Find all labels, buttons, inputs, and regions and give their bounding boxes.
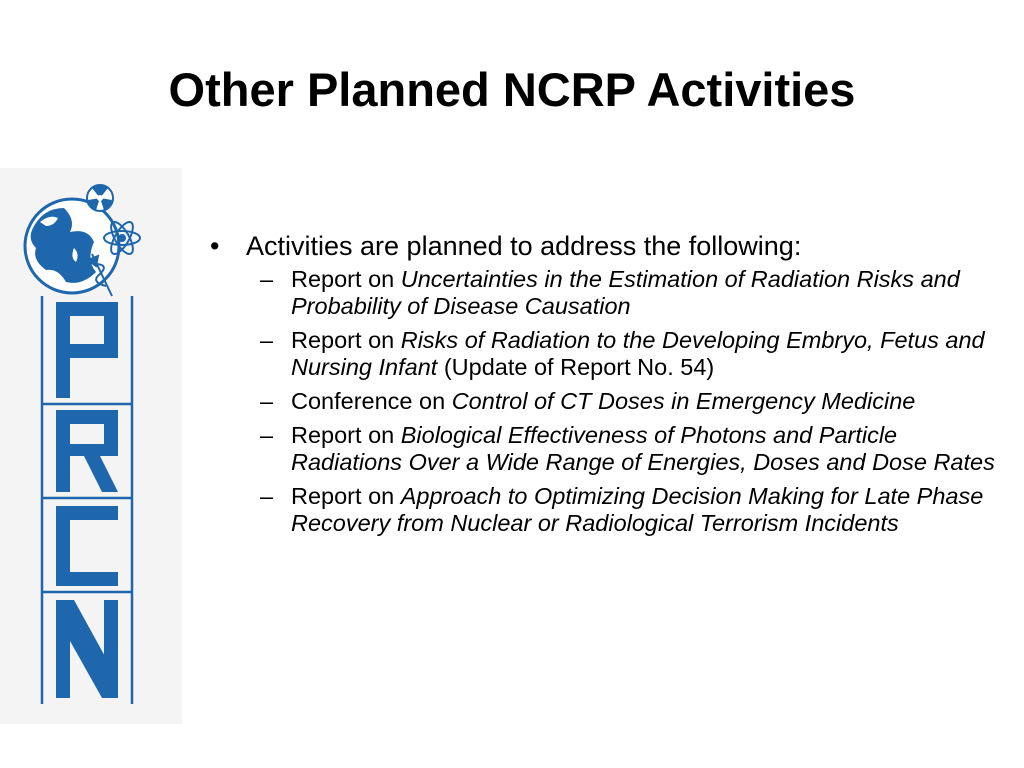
dash-marker: –	[260, 327, 274, 353]
ncrp-logo	[0, 168, 182, 724]
sub-item-uncertainties	[210, 266, 1000, 320]
slide-content	[210, 228, 1000, 544]
sub-item-italic: Risks of Radiation to the Developing Embryo, Fetus and Nursing Infant	[291, 327, 985, 380]
sub-item-prefix: Report on	[291, 266, 401, 292]
bullet-text: Activities are planned to address the following:	[246, 231, 802, 261]
sub-item-prefix: Report on	[291, 327, 401, 353]
sub-item-prefix: Report on	[291, 483, 401, 509]
sub-item-biological-effectiveness	[210, 422, 1000, 476]
sub-item-italic: Control of CT Doses in Emergency Medicine	[451, 388, 916, 414]
sub-item-late-phase-recovery	[210, 483, 1000, 537]
bullet-marker: •	[210, 231, 220, 261]
ncrp-logo-graphic	[0, 168, 182, 724]
sub-item-ct-doses	[210, 388, 1000, 415]
main-bullet	[210, 228, 1000, 264]
dash-marker: –	[260, 388, 274, 414]
dash-marker: –	[260, 422, 274, 448]
dash-marker: –	[260, 483, 274, 509]
sub-item-embryo-fetus	[210, 327, 1000, 381]
sub-bullet-list	[210, 266, 1000, 537]
radiation-symbol-icon	[87, 185, 113, 211]
sub-item-italic: Approach to Optimizing Decision Making for Late Phase Recovery from Nuclear or Radiological Terrorism Incidents	[291, 483, 984, 536]
sub-item-italic: Biological Effectiveness of Photons and Particle Radiations Over a Wide Range of Energies, Doses and Dose Rates	[291, 422, 995, 475]
sub-item-italic: Uncertainties in the Estimation of Radiation Risks and Probability of Disease Causation	[291, 266, 960, 319]
logo-letters	[56, 302, 118, 698]
sub-item-suffix: (Update of Report No. 54)	[437, 354, 715, 380]
slide-title: Other Planned NCRP Activities	[168, 63, 856, 116]
sub-item-prefix: Report on	[291, 422, 401, 448]
sub-item-prefix: Conference on	[291, 388, 452, 414]
dash-marker: –	[260, 266, 274, 292]
